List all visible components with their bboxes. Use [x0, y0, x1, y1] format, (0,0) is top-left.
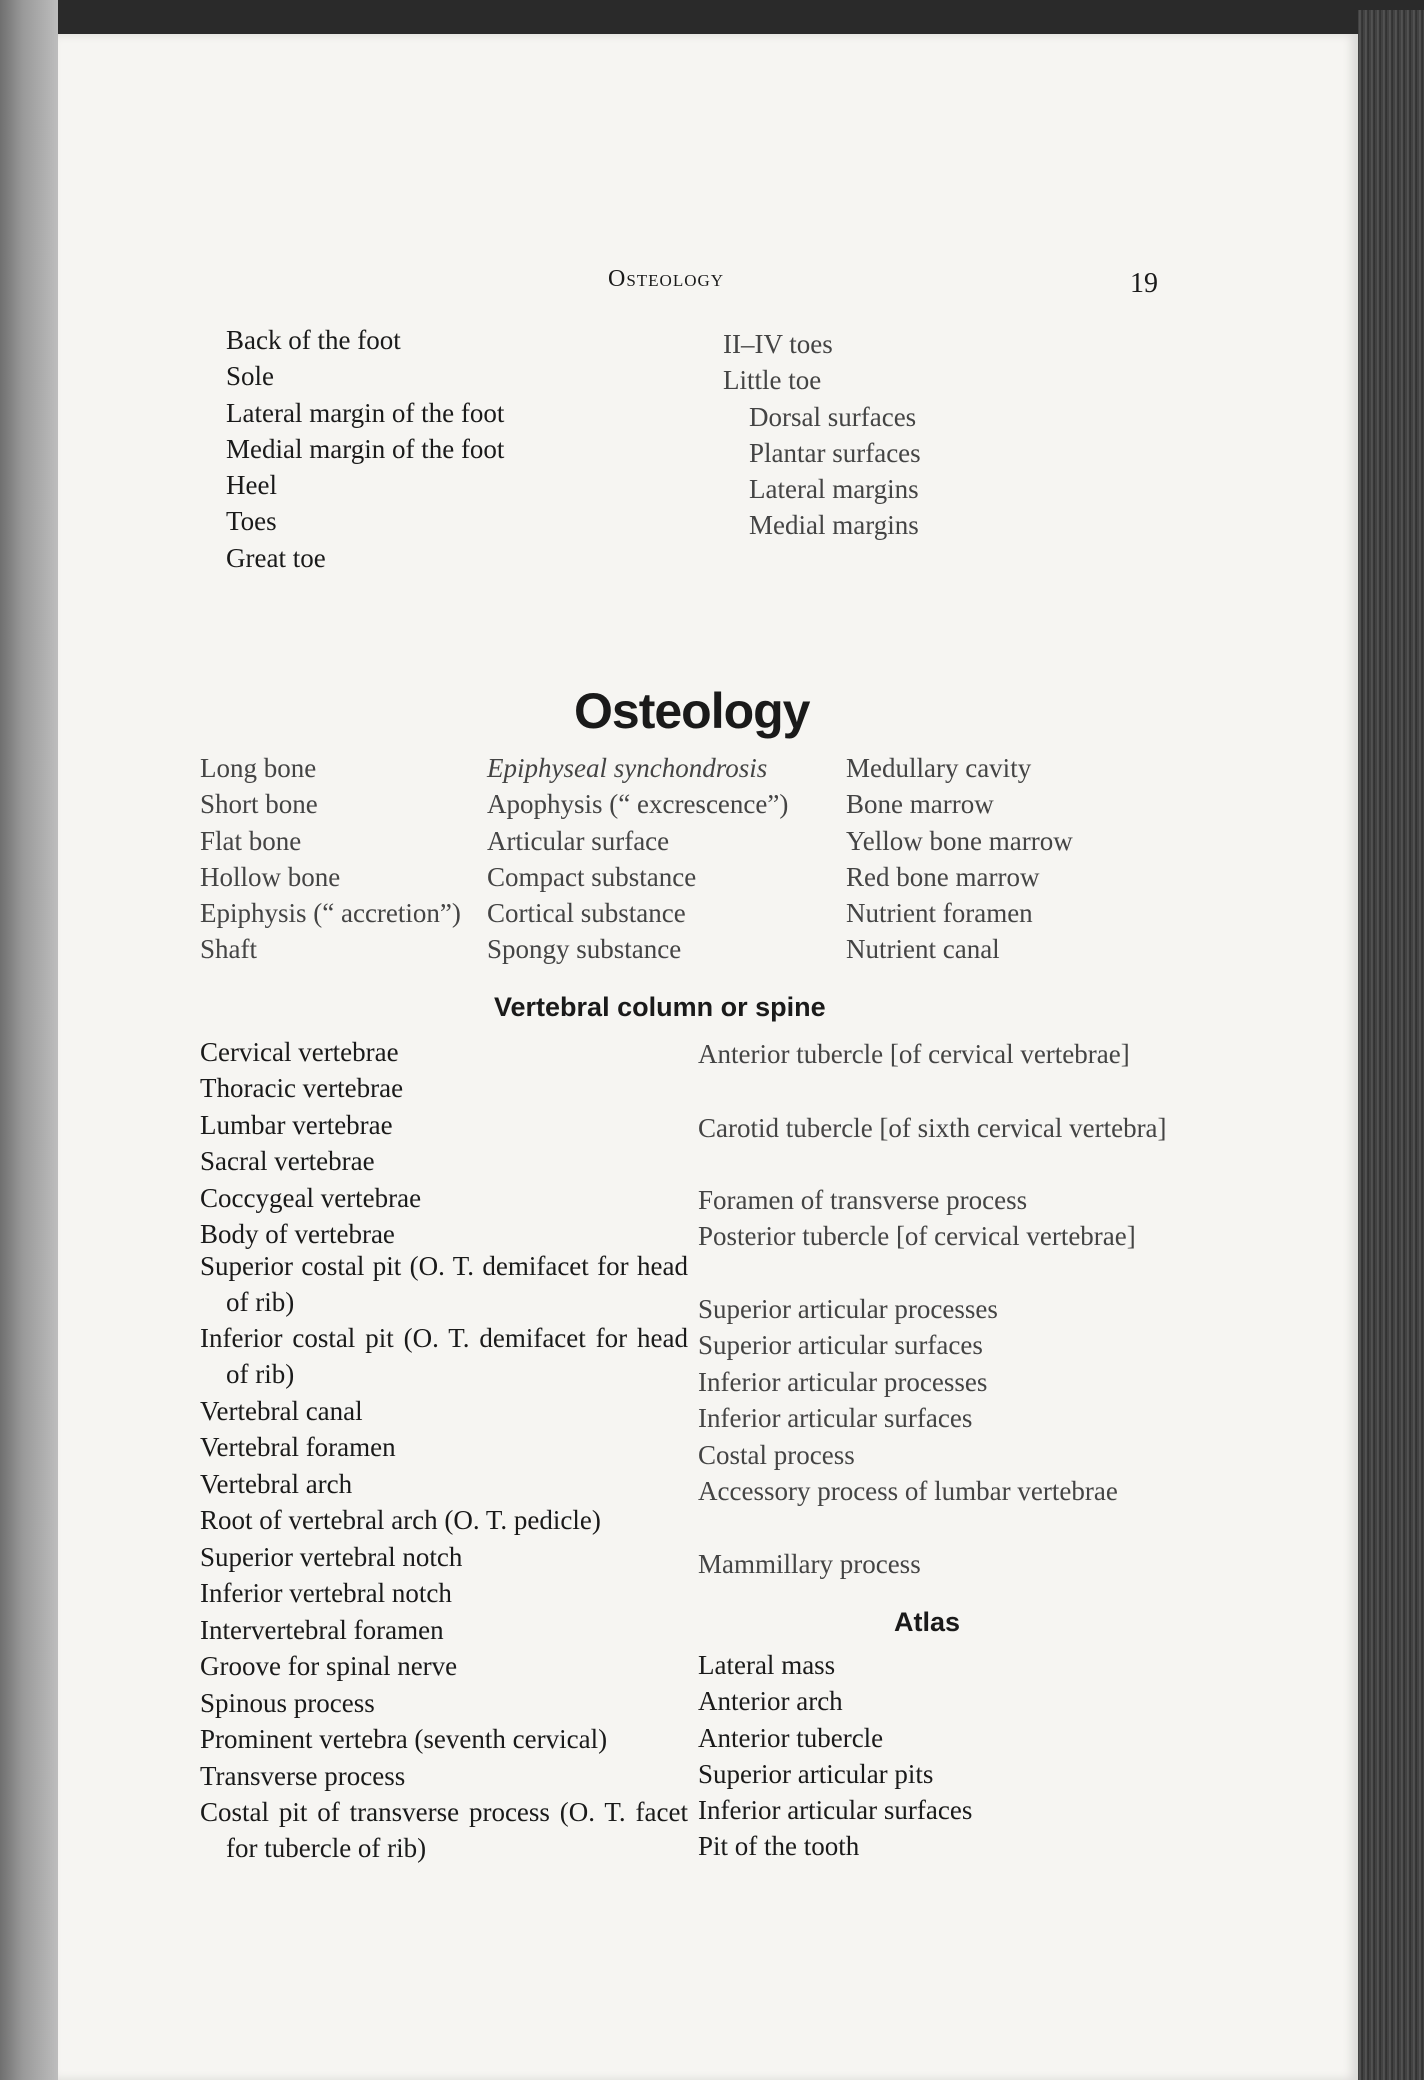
list-item: II–IV toes [723, 329, 833, 359]
list-item: Plantar surfaces [749, 437, 921, 468]
list-item: Short bone [200, 789, 318, 820]
list-item: Lateral mass [698, 1650, 836, 1680]
list-item: Inferior articular surfaces [698, 1403, 973, 1433]
list-item: Sacral vertebrae [200, 1146, 375, 1176]
list-item: Posterior tubercle [of cervical vertebrae] [698, 1221, 1136, 1251]
list-item: Great toe [226, 542, 326, 573]
list-item: Toes [226, 506, 277, 537]
list-item: Medial margins [749, 510, 919, 541]
list-item: Inferior articular processes [698, 1367, 988, 1397]
list-item: Costal pit of transverse process (O. T. facet for tubercle of rib) [200, 1797, 688, 1864]
list-item: Medullary cavity [846, 753, 1032, 783]
list-item: Superior articular surfaces [698, 1330, 983, 1360]
list-item: Flat bone [200, 825, 302, 856]
list-item: Anterior tubercle [of cervical vertebrae] [698, 1039, 1130, 1069]
list-item: Superior vertebral notch [200, 1542, 463, 1572]
list-item: Carotid tubercle [of sixth cervical vertebra] [698, 1113, 1167, 1143]
list-item: Mammillary process [698, 1549, 921, 1579]
list-item: Root of vertebral arch (O. T. pedicle) [200, 1505, 601, 1535]
page-number: 19 [1130, 268, 1158, 299]
list-item: Bone marrow [846, 789, 994, 820]
list-item: Vertebral foramen [200, 1432, 396, 1462]
list-item: Apophysis (“ excrescence”) [487, 789, 789, 820]
list-item: Prominent vertebra (seventh cervical) [200, 1724, 608, 1754]
atlas-heading: Atlas [894, 1607, 961, 1637]
list-item: Lateral margin of the foot [226, 397, 505, 428]
list-item: Pit of the tooth [698, 1831, 860, 1862]
bones-column-2 [487, 750, 788, 968]
section-title: Osteology [574, 683, 810, 739]
list-item: Vertebral canal [200, 1396, 363, 1426]
list-item: Anterior arch [698, 1686, 843, 1717]
list-item: Thoracic vertebrae [200, 1073, 404, 1103]
list-item: Compact substance [487, 861, 697, 892]
list-item: Lateral margins [749, 474, 919, 505]
list-item: Inferior articular surfaces [698, 1795, 973, 1826]
list-item: Lumbar vertebrae [200, 1110, 393, 1140]
left-page-edge [0, 0, 58, 2080]
list-item: Cervical vertebrae [200, 1037, 399, 1067]
list-item: Little toe [723, 365, 822, 396]
list-item: Intervertebral foramen [200, 1615, 444, 1645]
list-item: Body of vertebrae [200, 1219, 395, 1249]
list-item: Vertebral arch [200, 1469, 353, 1499]
list-item: Spinous process [200, 1688, 375, 1718]
list-item: Costal process [698, 1440, 855, 1470]
list-item: Medial margin of the foot [226, 433, 505, 464]
list-item: Superior articular processes [698, 1294, 998, 1324]
list-item: Nutrient canal [846, 934, 1000, 965]
bones-column-1 [200, 750, 461, 968]
running-head: Osteology [608, 266, 725, 292]
list-item: Long bone [200, 753, 317, 783]
atlas-list [698, 1647, 972, 1865]
list-item: Foramen of transverse process [698, 1185, 1028, 1215]
list-item: Coccygeal vertebrae [200, 1183, 422, 1213]
list-item: Yellow bone marrow [846, 825, 1073, 856]
list-item: Spongy substance [487, 934, 682, 965]
list-item: Groove for spinal nerve [200, 1651, 458, 1681]
book-edge [1358, 10, 1424, 2080]
list-item: Accessory process of lumbar vertebrae [698, 1476, 1118, 1506]
list-item: Articular surface [487, 825, 670, 856]
list-item: Dorsal surfaces [749, 401, 917, 432]
list-item: Hollow bone [200, 861, 341, 892]
list-item: Red bone marrow [846, 861, 1040, 892]
list-item: Sole [226, 361, 275, 392]
list-item: Anterior tubercle [698, 1722, 884, 1753]
list-item: Heel [226, 470, 277, 501]
list-item: Superior articular pits [698, 1758, 934, 1789]
bones-column-3 [846, 750, 1073, 968]
list-item: Shaft [200, 934, 257, 965]
list-item: Nutrient foramen [846, 898, 1033, 929]
list-item: Back of the foot [226, 325, 401, 355]
list-item: Superior costal pit (O. T. demifacet for head of rib) [200, 1251, 688, 1318]
list-item: Cortical substance [487, 898, 686, 929]
list-item: Epiphysis (“ accretion”) [200, 898, 461, 929]
list-item: Inferior costal pit (O. T. demifacet for head of rib) [200, 1323, 688, 1390]
list-item: Inferior vertebral notch [200, 1578, 452, 1608]
vertebral-heading: Vertebral column or spine [494, 992, 826, 1022]
foot-list-right [723, 326, 921, 544]
list-item: Transverse process [200, 1761, 406, 1791]
foot-list-left [226, 322, 504, 576]
list-item: Epiphyseal synchondrosis [487, 753, 768, 783]
